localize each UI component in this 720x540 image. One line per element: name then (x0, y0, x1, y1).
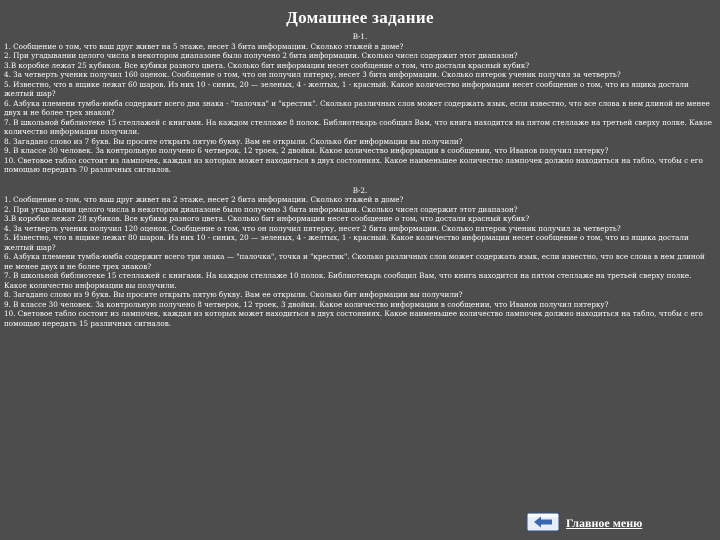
variant-1-item: 3.В коробке лежат 25 кубиков. Все кубики разного цвета. Сколько бит информации несет сообщение о том, что достали красный кубик? (4, 60, 530, 70)
variant-1-item: 6. Азбука племени тумба-юмба содержит всего два знака - "палочка" и "крестик". Сколько различных слов может содержать язык, если известно, что все слова в нем длиной не менее двух и не более трех знаков? (4, 98, 710, 117)
homework-content (4, 32, 716, 328)
variant-1-item: 4. За четверть ученик получил 160 оценок. Сообщение о том, что он получил пятерку, несет 3 бита информации. Сколько пятерок ученик получил за четверть? (4, 70, 621, 79)
variant-2-item: 7. В школьной библиотеке 15 стеллажей с книгами. На каждом стеллаже 10 полок. Библиотекарь сообщил Вам, что книга находится на пятом стеллаже на третьей сверху полке. Какое количество информации вы получили. (4, 271, 692, 290)
variant-1-item: 5. Известно, что в ящике лежат 60 шаров. Из них 10 - синих, 20 — зеленых, 4 - желтых, 1 - красный. Какое количество информации несет сообщение о том, что из ящика достали желтый шар? (4, 79, 689, 98)
variant-2-item: 1. Сообщение о том, что ваш друг живет на 2 этаже, несет 2 бита информации. Сколько этажей в доме? (4, 195, 404, 204)
variant-1-item: 8. Загадано слово из 7 букв. Вы просите открыть пятую букву. Вам ее открыли. Сколько бит информации вы получили? (4, 136, 463, 146)
variant-1-item: 1. Сообщение о том, что ваш друг живет на 5 этаже, несет 3 бита информации. Сколько этажей в доме? (4, 41, 404, 51)
variant-2-item: 9. В классе 30 человек. За контрольную получено 8 четверок, 12 троек, 3 двойки. Какое количество информации в сообщении, что Иванов получил пятерку? (4, 299, 609, 309)
variant-1-item: 2. При угадывании целого числа в некотором диапазоне было получено 2 бита информации. Сколько чисел содержит этот диапазон? (4, 51, 518, 60)
variant-2-item: 2. При угадывании целого числа в некотором диапазоне было получено 3 бита информации. Сколько чисел содержит этот диапазон? (4, 204, 518, 214)
variant-spacer (4, 175, 716, 186)
variant-1-item: 9. В классе 30 человек. За контрольную получено 6 четверок, 12 троек, 2 двойки. Какое количество информации в сообщении, что Иванов получил пятерку? (4, 146, 609, 155)
variant-1-item: 10. Световое табло состоит из лампочек, каждая из которых может находиться в двух состояниях. Какое наименьшее количество лампочек должно находиться на табло, чтобы с его помощью передать 70 различных сигналов. (4, 155, 703, 174)
variant-1-heading: В-1. (352, 32, 368, 41)
home-arrow-icon[interactable] (526, 512, 560, 532)
variant-1-item: 7. В школьной библиотеке 15 стеллажей с книгами. На каждом стеллаже 8 полок. Библиотекарь сообщил Вам, что книга находится на пятом стеллаже на третьей сверху полке. Какое количество информации получили. (4, 117, 713, 136)
variant-2-item: 10. Световое табло состоит из лампочек, каждая из которых может находиться в двух состояниях. Какое наименьшее количество лампочек должно находиться на табло, чтобы с его помощью передать 15 различных сигналов. (4, 309, 703, 328)
variant-2-item: 8. Загадано слово из 9 букв. Вы просите открыть пятую букву. Вам ее открыли. Сколько бит информации вы получили? (4, 290, 463, 299)
variant-2-item: 5. Известно, что в ящике лежат 80 шаров. Из них 10 - синих, 20 — зеленых, 4 - желтых, 1 - красный. Какое количество информации несет сообщение о том, что из ящика достали желтый шар? (4, 233, 689, 252)
variant-2-item: 3.В коробке лежат 28 кубиков. Все кубики разного цвета. Сколько бит информации несет сообщение о том, что достали красный кубик? (4, 214, 530, 223)
main-menu-label[interactable]: Главное меню (566, 516, 643, 530)
variant-2-item: 6. Азбука племени тумба-юмба содержит всего три знака — "палочка", точка и "крестик". Сколько различных слов может содержать язык, если известно, что все слова в нем длиной не менее двух и не более трех знаков? (4, 252, 705, 271)
page-title: Домашнее задание (286, 8, 434, 27)
variant-2-heading: В-2. (352, 185, 368, 195)
main-menu-link[interactable] (521, 511, 701, 533)
variant-2-item: 4. За четверть ученик получил 120 оценок. Сообщение о том, что он получил пятерку, несет 2 бита информации. Сколько пятерок ученик получил за четверть? (4, 223, 621, 233)
